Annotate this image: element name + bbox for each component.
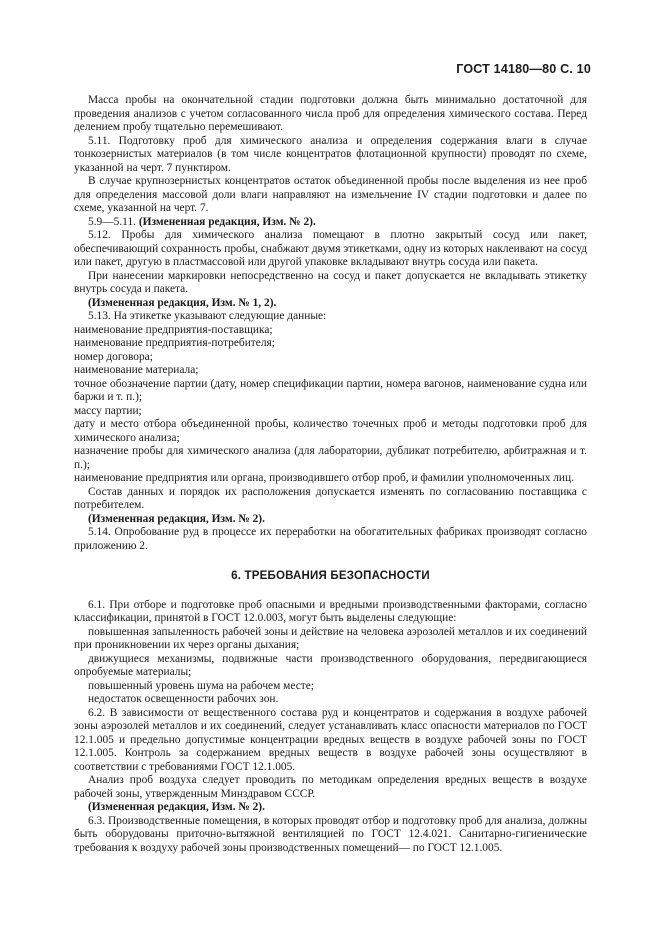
label-item: точное обозначение партии (дату, номер спецификации партии, номера вагонов, наименование судна или баржи и т. п.); [74,377,587,403]
paragraph-marking: При нанесении маркировки непосредственно на сосуд и пакет допускается не вкладывать этикетку внутрь сосуда и пакета. [74,269,587,295]
hazard-item: недостаток освещенности рабочих зон. [88,693,279,705]
label-item: назначение пробы для химического анализа (для лаборатории, дубликат потребителю, арбитражная и т. п.); [74,445,587,471]
paragraph-6-3: 6.3. Производственные помещения, в которых проводят отбор и подготовку проб для анализа, должны быть оборудованы приточно-вытяжной вентиляцией по ГОСТ 12.4.021. Санитарно-гигиенические требования к воздуху рабочей зоны производственных помещений— по ГОСТ 12.1.005. [74,814,587,854]
page-header: ГОСТ 14180—80 С. 10 [456,62,591,76]
revision-note: (Измененная редакция, Изм. № 1, 2). [88,296,277,309]
paragraph-5-12: 5.12. Пробы для химического анализа помещают в плотно закрытый сосуд или пакет, обеспечивающий сохранность пробы, снабжают двумя этикетками, одну из которых наклеивают на сосуд или пакет, другую в пластмассовой или другой упаковке вкладывают внутрь сосуда или пакета. [74,229,587,268]
revision-note: (Измененная редакция, Изм. № 2). [138,215,316,228]
clause-range: 5.9—5.11. [88,215,136,228]
hazard-item: повышенный уровень шума на рабочем месте; [88,679,314,692]
paragraph-5-13: 5.13. На этикетке указывают следующие данные: [88,310,327,322]
paragraph-5-14: 5.14. Опробование руд в процессе их переработки на обогатительных фабриках производят согласно приложению 2. [74,526,587,552]
paragraph-6-2: 6.2. В зависимости от вещественного состава руд и концентратов и содержания в воздухе рабочей зоны аэрозолей металлов и их соединений, следует устанавливать класс опасности материалов по ГОСТ 12.1.005 и предельно допустимые концентрации вредных веществ в воздухе рабочей зоны по ГОСТ 12.1.005. Контроль за содержанием вредных веществ в воздухе рабочей зоны осуществляют в соответствии с требованиями ГОСТ 12.1.005. [74,706,587,773]
label-item: наименование материала; [74,364,199,376]
paragraph-coarse-concentrates: В случае крупнозернистых концентратов остаток объединенной пробы после выделения из нее проб для определения массовой доли влаги направляют на измельчение IV стадии подготовки и далее по схеме, указанной на черт. 7. [74,175,587,214]
label-item: наименование предприятия-потребителя; [74,337,275,349]
hazard-item: движущиеся механизмы, подвижные части производственного оборудования, передвигающиеся опробуемые материалы; [74,652,587,678]
label-item: номер договора; [74,350,153,363]
label-item: массу партии; [74,404,142,417]
revision-note: (Измененная редакция, Изм. № 2). [88,512,265,525]
label-item: наименование предприятия-поставщика; [74,323,273,336]
paragraph-revision-5-9-5-11 [74,216,587,230]
revision-note: (Измененная редакция, Изм. № 2). [88,801,265,813]
label-item: дату и место отбора объединенной пробы, количество точечных проб и методы подготовки проб для химического анализа; [74,418,587,444]
document-body [74,94,587,855]
section-title: 6. ТРЕБОВАНИЯ БЕЗОПАСНОСТИ [231,570,430,582]
paragraph-air-analysis: Анализ проб воздуха следует проводить по методикам определения вредных веществ в воздухе рабочей зоны, утвержденным Минздравом СССР. [74,774,587,800]
hazard-item: повышенная запыленность рабочей зоны и действие на человека аэрозолей металлов и их соединений при проникновении их через органы дыхания; [74,625,587,651]
paragraph-6-1: 6.1. При отборе и подготовке проб опасными и вредными производственными факторами, согласно классификации, принятой в ГОСТ 12.0.003, могут быть выделены следующие: [74,598,587,624]
paragraph-composition: Состав данных и порядок их расположения допускается изменять по согласованию поставщика с потребителем. [74,485,587,511]
paragraph-sample-mass: Масса пробы на окончательной стадии подготовки должна быть минимально достаточной для проведения анализов с учетом согласованного числа проб для определения химического состава. Перед делением пробу тщательно перемешивают. [74,94,587,133]
paragraph-5-11: 5.11. Подготовку проб для химического анализа и определения содержания влаги в случае тонкозернистых материалов (в том числе концентратов флотационной крупности) проводят по схеме, указанной на черт. 7 пунктиром. [74,134,587,174]
label-item: наименование предприятия или органа, производившего отбор проб, и фамилии уполномоченных лиц. [74,472,574,484]
